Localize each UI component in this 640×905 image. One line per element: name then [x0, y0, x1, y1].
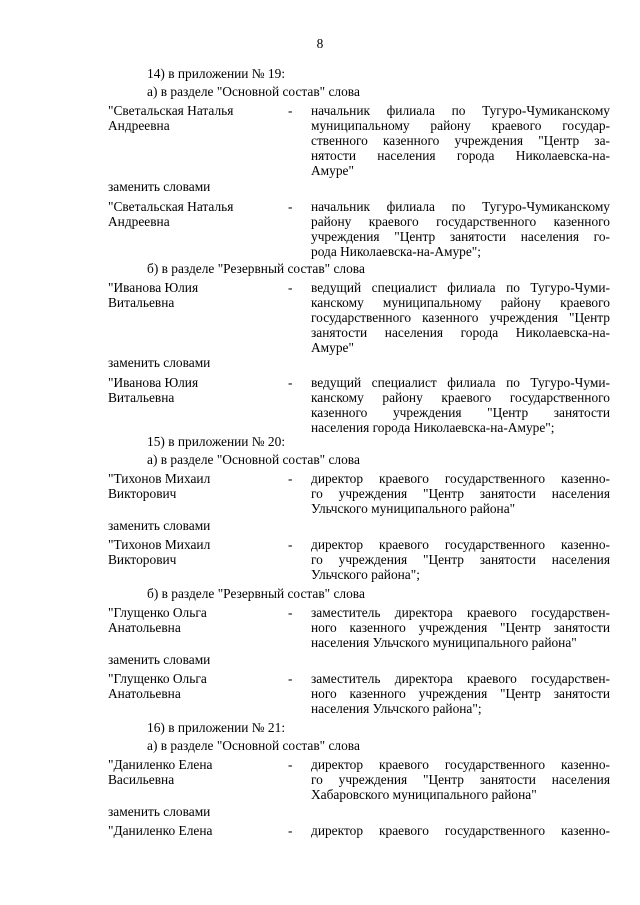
member-name: "Глущенко Ольга Анатольевна [108, 605, 207, 635]
dash: - [288, 103, 293, 118]
replace-label: заменить словами [108, 804, 211, 819]
member-position: заместитель директора краевого государствен- ного казенного учреждения "Центр занятости населения Ульчского муниципального района" [311, 605, 610, 650]
member-position: директор краевого государственного казенно- [311, 823, 610, 838]
member-name: "Даниленко Елена Васильевна [108, 757, 213, 787]
replace-label: заменить словами [108, 518, 211, 533]
replace-label: заменить словами [108, 355, 211, 370]
member-name: "Светальская Наталья Андреевна [108, 103, 234, 133]
member-name: "Иванова Юлия Витальевна [108, 280, 199, 310]
member-name: "Иванова Юлия Витальевна [108, 375, 199, 405]
subsection-heading: а) в разделе "Основной состав" слова [147, 738, 360, 753]
member-position: начальник филиала по Тугуро-Чумиканскому району краевого государственного казенного учреждения "Центр занятости населения го- рода Николаевска-на-Амуре"; [311, 199, 610, 259]
subsection-heading: б) в разделе "Резервный состав" слова [147, 261, 365, 276]
subsection-heading: б) в разделе "Резервный состав" слова [147, 586, 365, 601]
section-heading: 14) в приложении № 19: [147, 66, 286, 81]
member-name: "Тихонов Михаил Викторович [108, 537, 211, 567]
member-name: "Даниленко Елена [108, 823, 213, 838]
member-name: "Глущенко Ольга Анатольевна [108, 671, 207, 701]
dash: - [288, 605, 293, 620]
member-position: ведущий специалист филиала по Тугуро-Чуми- канскому району краевого государственного казенного учреждения "Центр занятости населения города Николаевска-на-Амуре"; [311, 375, 610, 435]
member-position: заместитель директора краевого государствен- ного казенного учреждения "Центр занятости населения Ульчского района"; [311, 671, 610, 716]
subsection-heading: а) в разделе "Основной состав" слова [147, 452, 360, 467]
dash: - [288, 757, 293, 772]
section-heading: 16) в приложении № 21: [147, 720, 286, 735]
page-number: 8 [316, 36, 324, 51]
dash: - [288, 471, 293, 486]
dash: - [288, 375, 293, 390]
member-name: "Светальская Наталья Андреевна [108, 199, 234, 229]
subsection-heading: а) в разделе "Основной состав" слова [147, 84, 360, 99]
member-position: директор краевого государственного казенно- го учреждения "Центр занятости населения Ульчского муниципального района" [311, 471, 610, 516]
section-heading: 15) в приложении № 20: [147, 434, 286, 449]
member-position: ведущий специалист филиала по Тугуро-Чуми- канскому муниципальному району краевого государственного казенного учреждения "Центр занятости населения города Николаевска-на- Амуре" [311, 280, 610, 355]
member-position: директор краевого государственного казенно- го учреждения "Центр занятости населения Ульчского района"; [311, 537, 610, 582]
member-position: начальник филиала по Тугуро-Чумиканскому муниципальному району краевого государ- ственного казенного учреждения "Центр за- нятости населения города Николаевска-на- Амуре" [311, 103, 610, 178]
dash: - [288, 280, 293, 295]
member-position: директор краевого государственного казенно- го учреждения "Центр занятости населения Хабаровского муниципального района" [311, 757, 610, 802]
replace-label: заменить словами [108, 179, 211, 194]
dash: - [288, 671, 293, 686]
dash: - [288, 823, 293, 838]
dash: - [288, 537, 293, 552]
replace-label: заменить словами [108, 652, 211, 667]
member-name: "Тихонов Михаил Викторович [108, 471, 211, 501]
dash: - [288, 199, 293, 214]
